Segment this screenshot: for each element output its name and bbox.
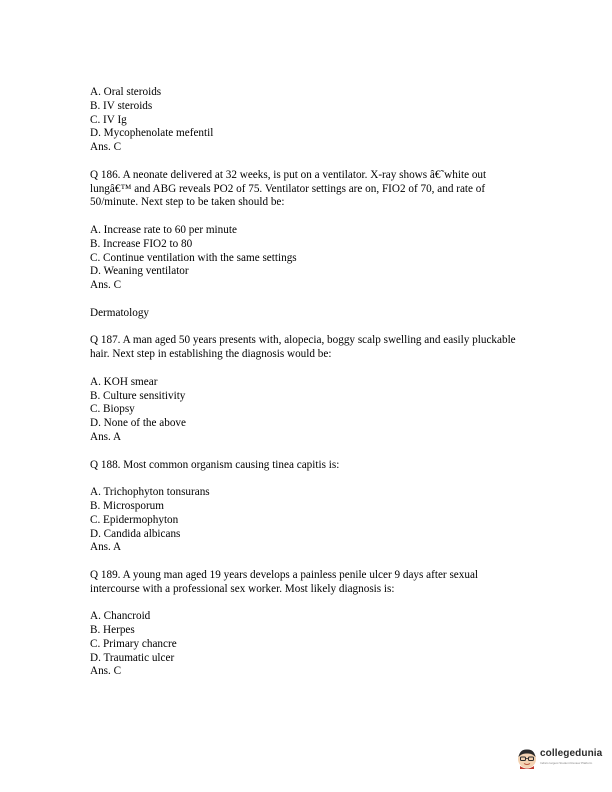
question-text: Q 189. A young man aged 19 years develops a painless penile ulcer 9 days after sexual intercourse with a professional sex worker. Most likely diagnosis is: (90, 568, 481, 595)
question-185-options (90, 86, 530, 155)
question-189-options (90, 610, 530, 679)
answer: Ans. A (90, 541, 122, 554)
question-186-options (90, 224, 530, 293)
option-b: B. Herpes (90, 624, 135, 637)
answer: Ans. C (90, 141, 122, 154)
option-d: D. Traumatic ulcer (90, 651, 175, 664)
mascot-face-icon (516, 747, 538, 769)
question-188-options (90, 486, 530, 555)
brand-name: collegedunia (540, 748, 603, 759)
option-c: C. Biopsy (90, 403, 135, 416)
question-187 (90, 334, 530, 362)
option-b: B. Microsporum (90, 499, 164, 512)
collegedunia-logo (516, 746, 603, 772)
section-heading (90, 307, 530, 321)
option-a: A. Increase rate to 60 per minute (90, 223, 237, 236)
option-d: D. Weaning ventilator (90, 265, 189, 278)
option-a: A. KOH smear (90, 375, 158, 388)
question-text: Q 188. Most common organism causing tinea capitis is: (90, 458, 340, 471)
document-page (90, 86, 530, 693)
option-c: C. Continue ventilation with the same settings (90, 251, 297, 264)
option-d: D. Candida albicans (90, 527, 181, 540)
option-d: D. Mycophenolate mefentil (90, 127, 214, 140)
option-a: A. Chancroid (90, 610, 151, 623)
option-b: B. Increase FIO2 to 80 (90, 237, 193, 250)
brand-tagline: India's largest Student Review Platform (540, 761, 593, 765)
option-b: B. IV steroids (90, 99, 153, 112)
option-c: C. IV Ig (90, 113, 127, 126)
option-c: C. Primary chancre (90, 637, 177, 650)
option-c: C. Epidermophyton (90, 513, 179, 526)
question-text: Q 186. A neonate delivered at 32 weeks, is put on a ventilator. X-ray shows â€˜white out lungâ€™ and ABG reveals PO2 of 75. Ventilator settings are on, FIO2 of 70, and rate of 50/minute. Next step to be taken should be: (90, 168, 489, 209)
question-text: Q 187. A man aged 50 years presents with, alopecia, boggy scalp swelling and easily pluckable hair. Next step in establishing the diagnosis would be: (90, 334, 519, 361)
question-189 (90, 569, 530, 597)
answer: Ans. C (90, 665, 122, 678)
answer: Ans. C (90, 279, 122, 292)
answer: Ans. A (90, 430, 122, 443)
question-188 (90, 459, 530, 473)
option-d: D. None of the above (90, 417, 186, 430)
option-a: A. Oral steroids (90, 86, 162, 98)
option-b: B. Culture sensitivity (90, 389, 186, 402)
question-186 (90, 169, 530, 210)
section-heading-text: Dermatology (90, 306, 150, 319)
question-187-options (90, 376, 530, 445)
option-a: A. Trichophyton tonsurans (90, 486, 210, 499)
